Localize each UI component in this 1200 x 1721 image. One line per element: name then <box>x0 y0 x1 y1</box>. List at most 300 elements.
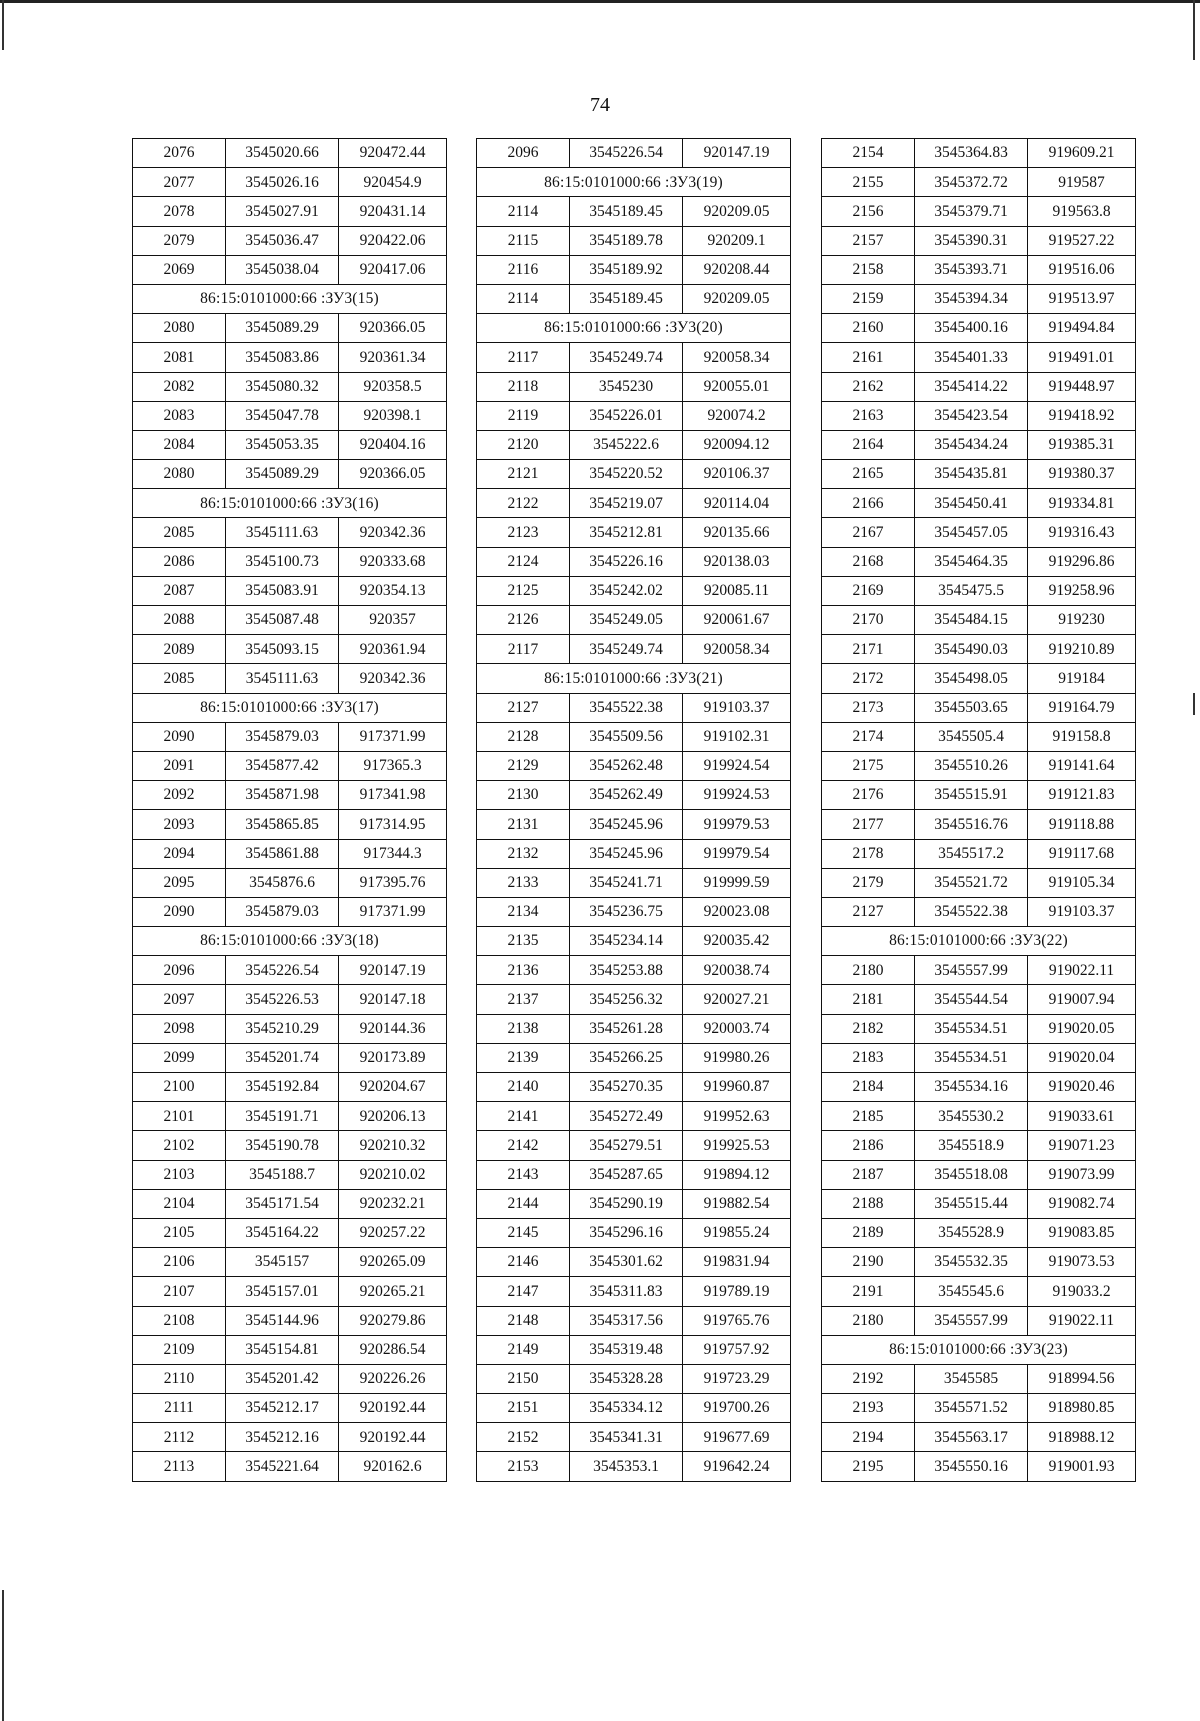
x-coordinate-cell: 3545157 <box>226 1248 339 1277</box>
table-row <box>133 1014 447 1043</box>
point-number-cell: 2140 <box>477 1073 570 1102</box>
point-number-cell: 2090 <box>133 897 226 926</box>
point-number-cell: 2121 <box>477 460 570 489</box>
table-row <box>477 430 791 459</box>
point-number-cell: 2156 <box>822 197 915 226</box>
point-number-cell: 2091 <box>133 751 226 780</box>
y-coordinate-cell: 919960.87 <box>683 1073 791 1102</box>
table-row <box>822 197 1136 226</box>
y-coordinate-cell: 919516.06 <box>1028 255 1136 284</box>
x-coordinate-cell: 3545262.48 <box>570 751 683 780</box>
y-coordinate-cell: 919513.97 <box>1028 284 1136 313</box>
table-row <box>477 284 791 313</box>
x-coordinate-cell: 3545530.2 <box>915 1102 1028 1131</box>
point-number-cell: 2088 <box>133 606 226 635</box>
table-row <box>822 489 1136 518</box>
table-row <box>822 372 1136 401</box>
x-coordinate-cell: 3545865.85 <box>226 810 339 839</box>
table-row <box>822 664 1136 693</box>
point-number-cell: 2114 <box>477 284 570 313</box>
x-coordinate-cell: 3545189.92 <box>570 255 683 284</box>
y-coordinate-cell: 920003.74 <box>683 1014 791 1043</box>
x-coordinate-cell: 3545571.52 <box>915 1394 1028 1423</box>
table-row <box>477 985 791 1014</box>
y-coordinate-cell: 919924.53 <box>683 781 791 810</box>
point-number-cell: 2114 <box>477 197 570 226</box>
point-number-cell: 2128 <box>477 722 570 751</box>
table-row <box>133 1277 447 1306</box>
table-row <box>822 401 1136 430</box>
point-number-cell: 2117 <box>477 635 570 664</box>
x-coordinate-cell: 3545111.63 <box>226 664 339 693</box>
x-coordinate-cell: 3545210.29 <box>226 1014 339 1043</box>
table-row <box>133 839 447 868</box>
table-row <box>133 401 447 430</box>
y-coordinate-cell: 920286.54 <box>339 1335 447 1364</box>
x-coordinate-cell: 3545256.32 <box>570 985 683 1014</box>
y-coordinate-cell: 919979.54 <box>683 839 791 868</box>
table-row <box>133 226 447 255</box>
table-row <box>133 547 447 576</box>
x-coordinate-cell: 3545253.88 <box>570 956 683 985</box>
y-coordinate-cell: 920398.1 <box>339 401 447 430</box>
y-coordinate-cell: 917344.3 <box>339 839 447 868</box>
y-coordinate-cell: 920279.86 <box>339 1306 447 1335</box>
x-coordinate-cell: 3545245.96 <box>570 810 683 839</box>
x-coordinate-cell: 3545212.16 <box>226 1423 339 1452</box>
x-coordinate-cell: 3545249.05 <box>570 606 683 635</box>
table-row <box>822 956 1136 985</box>
point-number-cell: 2083 <box>133 401 226 430</box>
table-row <box>133 1394 447 1423</box>
table-row <box>477 606 791 635</box>
x-coordinate-cell: 3545249.74 <box>570 343 683 372</box>
point-number-cell: 2104 <box>133 1189 226 1218</box>
table-row <box>133 255 447 284</box>
table-row <box>822 635 1136 664</box>
table-row <box>133 372 447 401</box>
y-coordinate-cell: 920204.67 <box>339 1073 447 1102</box>
scan-border-left <box>2 0 4 50</box>
point-number-cell: 2172 <box>822 664 915 693</box>
y-coordinate-cell: 919082.74 <box>1028 1189 1136 1218</box>
point-number-cell: 2175 <box>822 751 915 780</box>
table-row <box>822 1218 1136 1247</box>
point-number-cell: 2081 <box>133 343 226 372</box>
point-number-cell: 2164 <box>822 430 915 459</box>
y-coordinate-cell: 919296.86 <box>1028 547 1136 576</box>
x-coordinate-cell: 3545484.15 <box>915 606 1028 635</box>
x-coordinate-cell: 3545279.51 <box>570 1131 683 1160</box>
point-number-cell: 2116 <box>477 255 570 284</box>
table-row <box>133 606 447 635</box>
x-coordinate-cell: 3545490.03 <box>915 635 1028 664</box>
x-coordinate-cell: 3545192.84 <box>226 1073 339 1102</box>
point-number-cell: 2093 <box>133 810 226 839</box>
table-row <box>133 1423 447 1452</box>
point-number-cell: 2110 <box>133 1364 226 1393</box>
point-number-cell: 2189 <box>822 1218 915 1247</box>
x-coordinate-cell: 3545563.17 <box>915 1423 1028 1452</box>
x-coordinate-cell: 3545270.35 <box>570 1073 683 1102</box>
table-row <box>133 518 447 547</box>
table-row <box>133 1160 447 1189</box>
y-coordinate-cell: 918994.56 <box>1028 1364 1136 1393</box>
y-coordinate-cell: 919563.8 <box>1028 197 1136 226</box>
table-row <box>477 255 791 284</box>
y-coordinate-cell: 919979.53 <box>683 810 791 839</box>
table-row <box>133 664 447 693</box>
table-row <box>822 1394 1136 1423</box>
y-coordinate-cell: 919700.26 <box>683 1394 791 1423</box>
x-coordinate-cell: 3545544.54 <box>915 985 1028 1014</box>
section-header-row <box>822 927 1136 956</box>
point-number-cell: 2193 <box>822 1394 915 1423</box>
table-row <box>822 693 1136 722</box>
y-coordinate-cell: 920038.74 <box>683 956 791 985</box>
y-coordinate-cell: 919757.92 <box>683 1335 791 1364</box>
y-coordinate-cell: 919121.83 <box>1028 781 1136 810</box>
x-coordinate-cell: 3545144.96 <box>226 1306 339 1335</box>
table-row <box>133 781 447 810</box>
table-row <box>477 1394 791 1423</box>
x-coordinate-cell: 3545518.08 <box>915 1160 1028 1189</box>
point-number-cell: 2184 <box>822 1073 915 1102</box>
y-coordinate-cell: 920058.34 <box>683 343 791 372</box>
table-row <box>822 1073 1136 1102</box>
table-row <box>822 722 1136 751</box>
x-coordinate-cell: 3545234.14 <box>570 927 683 956</box>
table-row <box>822 985 1136 1014</box>
x-coordinate-cell: 3545509.56 <box>570 722 683 751</box>
point-number-cell: 2087 <box>133 576 226 605</box>
x-coordinate-cell: 3545450.41 <box>915 489 1028 518</box>
point-number-cell: 2190 <box>822 1248 915 1277</box>
table-row <box>477 460 791 489</box>
table-row <box>477 1306 791 1335</box>
x-coordinate-cell: 3545290.19 <box>570 1189 683 1218</box>
x-coordinate-cell: 3545521.72 <box>915 868 1028 897</box>
x-coordinate-cell: 3545877.42 <box>226 751 339 780</box>
x-coordinate-cell: 3545226.54 <box>226 956 339 985</box>
table-row <box>477 1043 791 1072</box>
y-coordinate-cell: 920209.05 <box>683 284 791 313</box>
y-coordinate-cell: 919925.53 <box>683 1131 791 1160</box>
coordinates-table <box>132 138 447 1482</box>
y-coordinate-cell: 920144.36 <box>339 1014 447 1043</box>
x-coordinate-cell: 3545464.35 <box>915 547 1028 576</box>
point-number-cell: 2154 <box>822 139 915 168</box>
y-coordinate-cell: 920114.04 <box>683 489 791 518</box>
coordinates-table-column-3 <box>821 138 1136 1482</box>
point-number-cell: 2084 <box>133 430 226 459</box>
point-number-cell: 2169 <box>822 576 915 605</box>
table-row <box>822 1423 1136 1452</box>
section-header-row <box>822 1335 1136 1364</box>
y-coordinate-cell: 919831.94 <box>683 1248 791 1277</box>
x-coordinate-cell: 3545226.01 <box>570 401 683 430</box>
y-coordinate-cell: 919073.53 <box>1028 1248 1136 1277</box>
x-coordinate-cell: 3545154.81 <box>226 1335 339 1364</box>
x-coordinate-cell: 3545393.71 <box>915 255 1028 284</box>
y-coordinate-cell: 919158.8 <box>1028 722 1136 751</box>
x-coordinate-cell: 3545157.01 <box>226 1277 339 1306</box>
point-number-cell: 2161 <box>822 343 915 372</box>
x-coordinate-cell: 3545879.03 <box>226 722 339 751</box>
x-coordinate-cell: 3545505.4 <box>915 722 1028 751</box>
x-coordinate-cell: 3545230 <box>570 372 683 401</box>
point-number-cell: 2139 <box>477 1043 570 1072</box>
x-coordinate-cell: 3545557.99 <box>915 956 1028 985</box>
y-coordinate-cell: 920135.66 <box>683 518 791 547</box>
table-row <box>133 1364 447 1393</box>
y-coordinate-cell: 920055.01 <box>683 372 791 401</box>
table-row <box>133 343 447 372</box>
point-number-cell: 2166 <box>822 489 915 518</box>
x-coordinate-cell: 3545515.91 <box>915 781 1028 810</box>
point-number-cell: 2157 <box>822 226 915 255</box>
y-coordinate-cell: 919334.81 <box>1028 489 1136 518</box>
point-number-cell: 2080 <box>133 460 226 489</box>
table-row <box>477 1102 791 1131</box>
y-coordinate-cell: 920138.03 <box>683 547 791 576</box>
point-number-cell: 2123 <box>477 518 570 547</box>
x-coordinate-cell: 3545861.88 <box>226 839 339 868</box>
point-number-cell: 2107 <box>133 1277 226 1306</box>
point-number-cell: 2101 <box>133 1102 226 1131</box>
y-coordinate-cell: 919020.04 <box>1028 1043 1136 1072</box>
y-coordinate-cell: 919999.59 <box>683 868 791 897</box>
point-number-cell: 2151 <box>477 1394 570 1423</box>
x-coordinate-cell: 3545390.31 <box>915 226 1028 255</box>
point-number-cell: 2125 <box>477 576 570 605</box>
point-number-cell: 2180 <box>822 956 915 985</box>
x-coordinate-cell: 3545272.49 <box>570 1102 683 1131</box>
table-row <box>133 1335 447 1364</box>
table-row <box>822 168 1136 197</box>
point-number-cell: 2105 <box>133 1218 226 1247</box>
x-coordinate-cell: 3545534.51 <box>915 1014 1028 1043</box>
table-row <box>822 781 1136 810</box>
y-coordinate-cell: 920333.68 <box>339 547 447 576</box>
y-coordinate-cell: 919033.2 <box>1028 1277 1136 1306</box>
y-coordinate-cell: 919073.99 <box>1028 1160 1136 1189</box>
y-coordinate-cell: 920358.5 <box>339 372 447 401</box>
x-coordinate-cell: 3545245.96 <box>570 839 683 868</box>
x-coordinate-cell: 3545401.33 <box>915 343 1028 372</box>
table-row <box>822 868 1136 897</box>
x-coordinate-cell: 3545242.02 <box>570 576 683 605</box>
y-coordinate-cell: 919020.46 <box>1028 1073 1136 1102</box>
table-row <box>822 606 1136 635</box>
y-coordinate-cell: 919001.93 <box>1028 1452 1136 1481</box>
point-number-cell: 2086 <box>133 547 226 576</box>
table-row <box>477 1189 791 1218</box>
coordinates-table-column-2 <box>476 138 791 1482</box>
x-coordinate-cell: 3545414.22 <box>915 372 1028 401</box>
x-coordinate-cell: 3545212.81 <box>570 518 683 547</box>
table-row <box>822 226 1136 255</box>
x-coordinate-cell: 3545266.25 <box>570 1043 683 1072</box>
section-header-row <box>477 314 791 343</box>
table-row <box>477 1073 791 1102</box>
y-coordinate-cell: 920173.89 <box>339 1043 447 1072</box>
x-coordinate-cell: 3545341.31 <box>570 1423 683 1452</box>
y-coordinate-cell: 920209.1 <box>683 226 791 255</box>
point-number-cell: 2112 <box>133 1423 226 1452</box>
y-coordinate-cell: 920023.08 <box>683 897 791 926</box>
point-number-cell: 2147 <box>477 1277 570 1306</box>
y-coordinate-cell: 920085.11 <box>683 576 791 605</box>
table-row <box>822 751 1136 780</box>
scan-mark-right <box>1193 693 1195 715</box>
section-header-row <box>477 168 791 197</box>
point-number-cell: 2185 <box>822 1102 915 1131</box>
table-row <box>822 1189 1136 1218</box>
point-number-cell: 2085 <box>133 518 226 547</box>
point-number-cell: 2148 <box>477 1306 570 1335</box>
y-coordinate-cell: 919882.54 <box>683 1189 791 1218</box>
point-number-cell: 2149 <box>477 1335 570 1364</box>
y-coordinate-cell: 920232.21 <box>339 1189 447 1218</box>
table-row <box>477 1160 791 1189</box>
point-number-cell: 2069 <box>133 255 226 284</box>
x-coordinate-cell: 3545221.64 <box>226 1452 339 1481</box>
x-coordinate-cell: 3545457.05 <box>915 518 1028 547</box>
point-number-cell: 2119 <box>477 401 570 430</box>
x-coordinate-cell: 3545400.16 <box>915 314 1028 343</box>
y-coordinate-cell: 920342.36 <box>339 518 447 547</box>
y-coordinate-cell: 919316.43 <box>1028 518 1136 547</box>
y-coordinate-cell: 920417.06 <box>339 255 447 284</box>
y-coordinate-cell: 919980.26 <box>683 1043 791 1072</box>
x-coordinate-cell: 3545262.49 <box>570 781 683 810</box>
table-row <box>822 1364 1136 1393</box>
y-coordinate-cell: 918988.12 <box>1028 1423 1136 1452</box>
x-coordinate-cell: 3545261.28 <box>570 1014 683 1043</box>
table-row <box>822 430 1136 459</box>
x-coordinate-cell: 3545190.78 <box>226 1131 339 1160</box>
y-coordinate-cell: 919677.69 <box>683 1423 791 1452</box>
point-number-cell: 2194 <box>822 1423 915 1452</box>
table-row <box>477 1218 791 1247</box>
table-row <box>822 314 1136 343</box>
table-row <box>477 576 791 605</box>
y-coordinate-cell: 919083.85 <box>1028 1218 1136 1247</box>
coordinates-table <box>476 138 791 1482</box>
point-number-cell: 2109 <box>133 1335 226 1364</box>
x-coordinate-cell: 3545020.66 <box>226 139 339 168</box>
point-number-cell: 2113 <box>133 1452 226 1481</box>
table-row <box>133 1073 447 1102</box>
point-number-cell: 2094 <box>133 839 226 868</box>
x-coordinate-cell: 3545534.51 <box>915 1043 1028 1072</box>
point-number-cell: 2117 <box>477 343 570 372</box>
section-header-row <box>133 927 447 956</box>
point-number-cell: 2124 <box>477 547 570 576</box>
y-coordinate-cell: 919894.12 <box>683 1160 791 1189</box>
x-coordinate-cell: 3545434.24 <box>915 430 1028 459</box>
x-coordinate-cell: 3545087.48 <box>226 606 339 635</box>
y-coordinate-cell: 919587 <box>1028 168 1136 197</box>
point-number-cell: 2159 <box>822 284 915 313</box>
y-coordinate-cell: 919210.89 <box>1028 635 1136 664</box>
x-coordinate-cell: 3545189.78 <box>570 226 683 255</box>
y-coordinate-cell: 920366.05 <box>339 460 447 489</box>
parcel-section-title: 86:15:0101000:66 :ЗУ3(17) <box>133 693 447 722</box>
parcel-section-title: 86:15:0101000:66 :ЗУ3(20) <box>477 314 791 343</box>
point-number-cell: 2082 <box>133 372 226 401</box>
section-header-row <box>133 284 447 313</box>
table-row <box>133 1306 447 1335</box>
table-row <box>133 576 447 605</box>
y-coordinate-cell: 919609.21 <box>1028 139 1136 168</box>
y-coordinate-cell: 920209.05 <box>683 197 791 226</box>
point-number-cell: 2183 <box>822 1043 915 1072</box>
point-number-cell: 2191 <box>822 1277 915 1306</box>
x-coordinate-cell: 3545510.26 <box>915 751 1028 780</box>
table-row <box>133 1218 447 1247</box>
point-number-cell: 2092 <box>133 781 226 810</box>
table-row <box>822 255 1136 284</box>
point-number-cell: 2131 <box>477 810 570 839</box>
table-row <box>822 1131 1136 1160</box>
point-number-cell: 2188 <box>822 1189 915 1218</box>
table-row <box>822 1160 1136 1189</box>
x-coordinate-cell: 3545089.29 <box>226 314 339 343</box>
table-row <box>822 839 1136 868</box>
x-coordinate-cell: 3545585 <box>915 1364 1028 1393</box>
x-coordinate-cell: 3545353.1 <box>570 1452 683 1481</box>
table-row <box>477 1014 791 1043</box>
x-coordinate-cell: 3545319.48 <box>570 1335 683 1364</box>
x-coordinate-cell: 3545212.17 <box>226 1394 339 1423</box>
table-row <box>133 956 447 985</box>
point-number-cell: 2176 <box>822 781 915 810</box>
x-coordinate-cell: 3545532.35 <box>915 1248 1028 1277</box>
parcel-section-title: 86:15:0101000:66 :ЗУ3(16) <box>133 489 447 518</box>
point-number-cell: 2173 <box>822 693 915 722</box>
y-coordinate-cell: 920027.21 <box>683 985 791 1014</box>
point-number-cell: 2142 <box>477 1131 570 1160</box>
point-number-cell: 2090 <box>133 722 226 751</box>
y-coordinate-cell: 919952.63 <box>683 1102 791 1131</box>
x-coordinate-cell: 3545876.6 <box>226 868 339 897</box>
point-number-cell: 2137 <box>477 985 570 1014</box>
y-coordinate-cell: 919491.01 <box>1028 343 1136 372</box>
x-coordinate-cell: 3545328.28 <box>570 1364 683 1393</box>
x-coordinate-cell: 3545475.5 <box>915 576 1028 605</box>
table-row <box>822 139 1136 168</box>
point-number-cell: 2162 <box>822 372 915 401</box>
table-row <box>133 985 447 1014</box>
y-coordinate-cell: 919527.22 <box>1028 226 1136 255</box>
y-coordinate-cell: 919642.24 <box>683 1452 791 1481</box>
table-row <box>822 284 1136 313</box>
point-number-cell: 2133 <box>477 868 570 897</box>
y-coordinate-cell: 920366.05 <box>339 314 447 343</box>
table-row <box>477 1364 791 1393</box>
x-coordinate-cell: 3545518.9 <box>915 1131 1028 1160</box>
table-row <box>477 226 791 255</box>
section-header-row <box>133 489 447 518</box>
scan-border-bottom-left <box>2 1590 4 1721</box>
table-row <box>477 635 791 664</box>
y-coordinate-cell: 919033.61 <box>1028 1102 1136 1131</box>
table-row <box>822 1014 1136 1043</box>
table-row <box>133 1102 447 1131</box>
table-row <box>477 401 791 430</box>
